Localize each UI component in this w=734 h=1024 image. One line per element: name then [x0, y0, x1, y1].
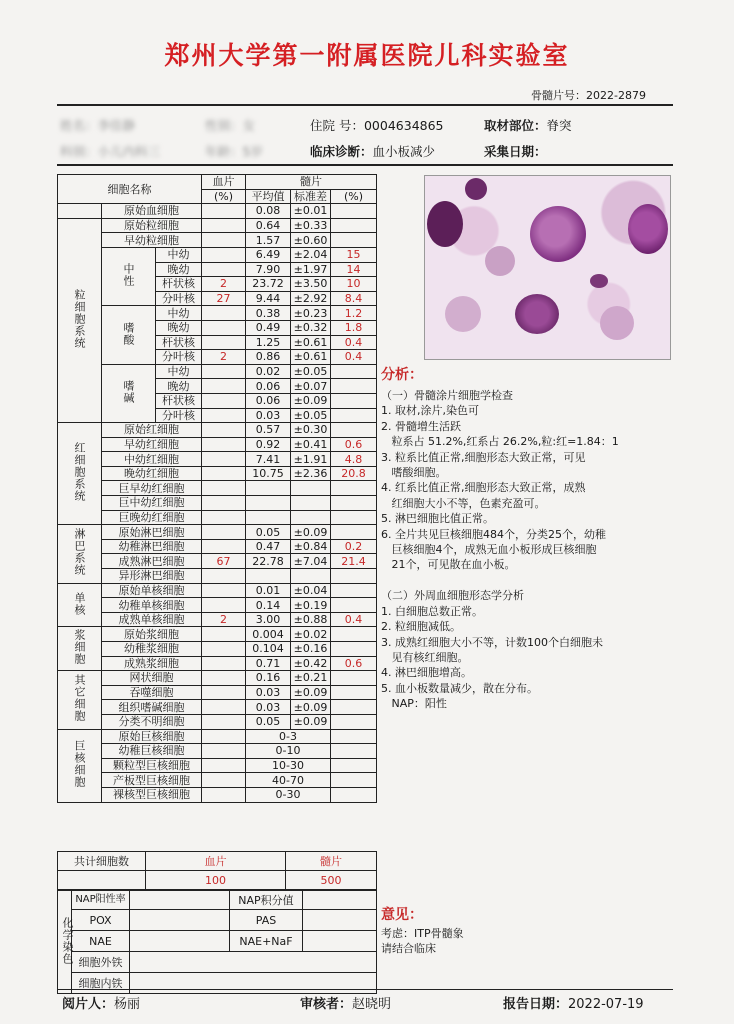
info-divider — [57, 164, 673, 166]
sd-value — [291, 510, 331, 525]
mean-value: 7.41 — [246, 452, 291, 467]
marrow-pct — [331, 233, 377, 248]
table-row — [58, 423, 377, 438]
marrow-pct — [331, 773, 377, 788]
cell-name: 裸核型巨核细胞 — [102, 787, 202, 802]
cell-name: 早幼红细胞 — [102, 437, 202, 452]
table-row — [58, 247, 377, 262]
table-row — [58, 642, 377, 657]
mean-value: 0.38 — [246, 306, 291, 321]
blood-pct — [202, 539, 246, 554]
marrow-pct: 0.4 — [331, 335, 377, 350]
blood-pct — [202, 642, 246, 657]
sd-value: ±2.92 — [291, 291, 331, 306]
col-sd: 标准差 — [291, 189, 331, 204]
mean-value: 0.004 — [246, 627, 291, 642]
table-row — [58, 204, 377, 219]
blood-pct — [202, 262, 246, 277]
cell-name: 组织嗜碱细胞 — [102, 700, 202, 715]
mean-value: 10.75 — [246, 466, 291, 481]
cell-name: 幼稚淋巴细胞 — [102, 539, 202, 554]
sd-value: ±1.91 — [291, 452, 331, 467]
total-marrow-count: 500 — [286, 871, 377, 890]
marrow-pct — [331, 218, 377, 233]
smear-cell — [628, 204, 668, 254]
mean-value — [246, 481, 291, 496]
marrow-pct: 1.2 — [331, 306, 377, 321]
sex-field: 性别：女 — [205, 118, 256, 133]
table-row — [58, 525, 377, 540]
mean-value: 23.72 — [246, 277, 291, 292]
sd-value: ±0.01 — [291, 204, 331, 219]
table-row — [58, 233, 377, 248]
marrow-pct: 21.4 — [331, 554, 377, 569]
sd-value — [291, 481, 331, 496]
col-marrow: 髓片 — [246, 175, 377, 190]
table-row — [58, 627, 377, 642]
subgroup-neutral: 中性 — [102, 247, 156, 305]
blood-pct — [202, 364, 246, 379]
mean-value: 0.05 — [246, 714, 291, 729]
sd-value: ±0.07 — [291, 379, 331, 394]
nae-naf-label: NAE+NaF — [230, 931, 303, 952]
group-mono: 单核 — [58, 583, 102, 627]
group-blank — [58, 204, 102, 219]
marrow-pct — [331, 787, 377, 802]
cell-name: 成熟浆细胞 — [102, 656, 202, 671]
marrow-pct — [331, 744, 377, 759]
sd-value: ±0.32 — [291, 320, 331, 335]
sd-value: ±0.84 — [291, 539, 331, 554]
sd-value: ±0.21 — [291, 671, 331, 686]
cell-name: 吞噬细胞 — [102, 685, 202, 700]
blood-pct: 2 — [202, 277, 246, 292]
group-other: 其它细胞 — [58, 671, 102, 729]
cell-name: 中幼 — [156, 364, 202, 379]
sd-value: ±0.16 — [291, 642, 331, 657]
cell-name: 幼稚浆细胞 — [102, 642, 202, 657]
blood-pct: 27 — [202, 291, 246, 306]
mean-value: 6.49 — [246, 247, 291, 262]
sd-value: ±0.61 — [291, 335, 331, 350]
mean-value: 0.71 — [246, 656, 291, 671]
sd-value: ±0.09 — [291, 714, 331, 729]
smear-cell — [465, 178, 487, 200]
marrow-pct — [331, 714, 377, 729]
bone-marrow-smear-image — [424, 175, 671, 360]
group-erythroid: 红细胞系统 — [58, 423, 102, 525]
mean-value: 0.06 — [246, 379, 291, 394]
marrow-pct — [331, 204, 377, 219]
mean-value: 0.06 — [246, 393, 291, 408]
report-date-field: 报告日期：2022-07-19 — [503, 997, 644, 1012]
marrow-pct — [331, 627, 377, 642]
normal-range: 0-30 — [246, 787, 331, 802]
nap-score-label: NAP积分值 — [230, 891, 303, 910]
reader-field: 阅片人：杨丽 — [62, 997, 141, 1012]
cell-name: 晚幼 — [156, 320, 202, 335]
sd-value: ±1.97 — [291, 262, 331, 277]
cell-name: 幼稚巨核细胞 — [102, 744, 202, 759]
normal-range: 0-10 — [246, 744, 331, 759]
table-row — [58, 364, 377, 379]
blood-pct — [202, 744, 246, 759]
mean-value: 0.02 — [246, 364, 291, 379]
col-blood-pct: (%) — [202, 189, 246, 204]
blood-pct — [202, 758, 246, 773]
table-row — [58, 496, 377, 511]
marrow-pct — [331, 525, 377, 540]
mean-value — [246, 510, 291, 525]
cell-name: 成熟单核细胞 — [102, 612, 202, 627]
blood-pct — [202, 685, 246, 700]
cell-name: 幼稚单核细胞 — [102, 598, 202, 613]
cell-name: 原始红细胞 — [102, 423, 202, 438]
table-row — [58, 452, 377, 467]
pas-label: PAS — [230, 910, 303, 931]
mean-value: 7.90 — [246, 262, 291, 277]
cell-name: 晚幼 — [156, 262, 202, 277]
age-field: 年龄：5岁 — [205, 144, 263, 159]
blood-pct — [202, 379, 246, 394]
marrow-pct: 14 — [331, 262, 377, 277]
normal-range: 40-70 — [246, 773, 331, 788]
blood-pct — [202, 423, 246, 438]
blood-pct — [202, 525, 246, 540]
mean-value: 0.14 — [246, 598, 291, 613]
sd-value: ±0.88 — [291, 612, 331, 627]
table-row — [58, 554, 377, 569]
nap-rate-label: NAP阳性率 — [72, 891, 130, 910]
cell-name: 杆状核 — [156, 393, 202, 408]
table-row — [58, 583, 377, 598]
blood-pct — [202, 247, 246, 262]
cell-name: 原始淋巴细胞 — [102, 525, 202, 540]
cell-name: 中幼红细胞 — [102, 452, 202, 467]
table-row — [58, 539, 377, 554]
totals-block — [57, 851, 376, 994]
sd-value: ±0.09 — [291, 393, 331, 408]
cell-name: 产板型巨核细胞 — [102, 773, 202, 788]
mean-value: 0.86 — [246, 350, 291, 365]
marrow-pct — [331, 700, 377, 715]
sd-value — [291, 569, 331, 584]
cell-name: 分类不明细胞 — [102, 714, 202, 729]
header-divider — [57, 104, 673, 106]
total-blood-count: 100 — [146, 871, 286, 890]
marrow-pct — [331, 729, 377, 744]
mean-value: 0.16 — [246, 671, 291, 686]
sd-value: ±0.60 — [291, 233, 331, 248]
sd-value: ±2.04 — [291, 247, 331, 262]
mean-value: 0.49 — [246, 320, 291, 335]
table-row — [58, 437, 377, 452]
marrow-pct — [331, 671, 377, 686]
table-row — [58, 758, 377, 773]
blood-pct — [202, 729, 246, 744]
blood-pct — [202, 714, 246, 729]
marrow-pct — [331, 510, 377, 525]
smear-cell — [600, 306, 634, 340]
iron-out-label: 细胞外铁 — [72, 952, 130, 973]
table-row — [58, 714, 377, 729]
bone-marrow-number: 骨髓片号：2022-2879 — [531, 89, 646, 102]
table-row — [58, 481, 377, 496]
blood-pct — [202, 306, 246, 321]
table-row — [58, 598, 377, 613]
table-row — [58, 612, 377, 627]
sd-value: ±0.23 — [291, 306, 331, 321]
blood-pct — [202, 583, 246, 598]
marrow-pct: 0.4 — [331, 350, 377, 365]
sd-value: ±2.36 — [291, 466, 331, 481]
marrow-pct — [331, 496, 377, 511]
blood-pct — [202, 671, 246, 686]
blood-pct — [202, 218, 246, 233]
table-row — [58, 729, 377, 744]
group-mega: 巨核细胞 — [58, 729, 102, 802]
mean-value: 0.03 — [246, 700, 291, 715]
cell-name: 巨早幼红细胞 — [102, 481, 202, 496]
blood-pct — [202, 233, 246, 248]
sd-value: ±0.02 — [291, 627, 331, 642]
dept-field: 科别：小儿内科三 — [60, 144, 161, 159]
blood-pct — [202, 320, 246, 335]
table-row — [58, 218, 377, 233]
table-row — [58, 569, 377, 584]
marrow-pct — [331, 569, 377, 584]
col-cell-name: 细胞名称 — [58, 175, 202, 204]
smear-cell — [427, 201, 463, 247]
table-row — [58, 700, 377, 715]
blood-pct — [202, 393, 246, 408]
collect-date-field: 采集日期： — [484, 144, 547, 159]
mean-value: 1.25 — [246, 335, 291, 350]
marrow-pct — [331, 642, 377, 657]
analysis-heading: 分析： — [381, 367, 423, 383]
mean-value — [246, 496, 291, 511]
marrow-pct — [331, 685, 377, 700]
mean-value: 3.00 — [246, 612, 291, 627]
cell-name: 杆状核 — [156, 277, 202, 292]
pox-label: POX — [72, 910, 130, 931]
marrow-pct — [331, 393, 377, 408]
blood-pct — [202, 437, 246, 452]
table-row — [58, 306, 377, 321]
marrow-pct: 0.4 — [331, 612, 377, 627]
sd-value: ±7.04 — [291, 554, 331, 569]
sd-value: ±0.61 — [291, 350, 331, 365]
smear-cell — [530, 206, 586, 262]
blood-pct — [202, 700, 246, 715]
col-mean: 平均值 — [246, 189, 291, 204]
blood-pct — [202, 787, 246, 802]
marrow-pct: 1.8 — [331, 320, 377, 335]
mean-value: 1.57 — [246, 233, 291, 248]
mean-value: 0.92 — [246, 437, 291, 452]
sd-value: ±0.09 — [291, 525, 331, 540]
opinion-heading: 意见： — [381, 907, 423, 923]
table-row — [58, 466, 377, 481]
reviewer-field: 审核者：赵晓明 — [300, 997, 392, 1012]
site-field: 取材部位：脊突 — [484, 118, 572, 133]
blood-pct — [202, 481, 246, 496]
sd-value: ±0.42 — [291, 656, 331, 671]
total-count-label: 共计细胞数 — [58, 852, 146, 871]
cell-name: 原始血细胞 — [102, 204, 202, 219]
marrow-pct — [331, 758, 377, 773]
cell-name: 巨晚幼红细胞 — [102, 510, 202, 525]
cell-name: 网状细胞 — [102, 671, 202, 686]
normal-range: 10-30 — [246, 758, 331, 773]
marrow-pct — [331, 583, 377, 598]
blood-pct — [202, 656, 246, 671]
marrow-pct: 4.8 — [331, 452, 377, 467]
cell-name: 晚幼 — [156, 379, 202, 394]
cell-name: 巨中幼红细胞 — [102, 496, 202, 511]
mean-value: 0.47 — [246, 539, 291, 554]
cell-name: 早幼粒细胞 — [102, 233, 202, 248]
cell-name: 晚幼红细胞 — [102, 466, 202, 481]
marrow-pct: 8.4 — [331, 291, 377, 306]
marrow-pct: 10 — [331, 277, 377, 292]
mean-value: 22.78 — [246, 554, 291, 569]
marrow-pct: 0.6 — [331, 656, 377, 671]
cell-name: 分叶核 — [156, 408, 202, 423]
cell-name: 异形淋巴细胞 — [102, 569, 202, 584]
blood-pct — [202, 510, 246, 525]
subgroup-eosin: 嗜酸 — [102, 306, 156, 364]
cell-name: 中幼 — [156, 247, 202, 262]
marrow-pct: 15 — [331, 247, 377, 262]
sd-value: ±0.04 — [291, 583, 331, 598]
marrow-pct: 20.8 — [331, 466, 377, 481]
normal-range: 0-3 — [246, 729, 331, 744]
group-lymph: 淋巴系统 — [58, 525, 102, 583]
diagnosis-field: 临床诊断：血小板减少 — [310, 144, 436, 159]
mean-value: 0.08 — [246, 204, 291, 219]
cell-name: 中幼 — [156, 306, 202, 321]
marrow-pct: 0.6 — [331, 437, 377, 452]
iron-in-label: 细胞内铁 — [72, 973, 130, 994]
mean-value: 0.57 — [246, 423, 291, 438]
smear-cell — [590, 274, 608, 288]
mean-value: 0.03 — [246, 685, 291, 700]
marrow-pct — [331, 423, 377, 438]
blood-pct — [202, 569, 246, 584]
subgroup-baso: 嗜碱 — [102, 364, 156, 422]
table-row — [58, 787, 377, 802]
blood-pct — [202, 598, 246, 613]
sd-value — [291, 496, 331, 511]
marrow-pct — [331, 481, 377, 496]
smear-cell — [485, 246, 515, 276]
marrow-pct: 0.2 — [331, 539, 377, 554]
cell-count-table — [57, 174, 377, 803]
sd-value: ±0.05 — [291, 408, 331, 423]
analysis-text: （一）骨髓涂片细胞学检查 1. 取材,涂片,染色可 2. 骨髓增生活跃 粒系占 51.2%,红系占 26.2%,粒:红=1.84：1 3. 粒系比值正常,细胞形态大致正常，可见 嗜酸细胞。 4. 红系比值正常,细胞形态大致正常，成熟 红细胞大小不等，色素充盈可。 5. 淋巴细胞比值正常。 6. 全片共见巨核细胞484个，分类25个，幼稚 巨核细胞4个，成熟无血小板形成巨核细胞 21个，可见散在血小板。 （二）外周血细胞形态学分析 1. 白细胞总数正常。 2. 粒细胞减低。 3. 成熟红细胞大小不等，计数100个白细胞未 见有核红细胞。 4. 淋巴细胞增高。 5. 血小板数量减少，散在分布。 NAP：阳性 — [381, 389, 619, 711]
table-row — [58, 656, 377, 671]
blood-pct — [202, 408, 246, 423]
cell-name: 分叶核 — [156, 291, 202, 306]
col-blood: 血片 — [202, 175, 246, 190]
cell-name: 杆状核 — [156, 335, 202, 350]
sd-value: ±0.33 — [291, 218, 331, 233]
cell-name: 原始浆细胞 — [102, 627, 202, 642]
cell-name: 原始单核细胞 — [102, 583, 202, 598]
blood-pct: 2 — [202, 612, 246, 627]
blood-pct: 67 — [202, 554, 246, 569]
blood-pct — [202, 466, 246, 481]
name-field: 姓名：李佳静 — [60, 118, 136, 133]
total-blood-label: 血片 — [146, 852, 286, 871]
mean-value: 0.05 — [246, 525, 291, 540]
table-row — [58, 744, 377, 759]
blood-pct — [202, 204, 246, 219]
inpatient-field: 住院 号：0004634865 — [310, 118, 444, 133]
cell-name: 原始巨核细胞 — [102, 729, 202, 744]
table-row — [58, 510, 377, 525]
sd-value: ±0.05 — [291, 364, 331, 379]
smear-cell — [445, 296, 481, 332]
sd-value: ±0.30 — [291, 423, 331, 438]
mean-value: 0.01 — [246, 583, 291, 598]
table-row — [58, 773, 377, 788]
marrow-pct — [331, 364, 377, 379]
sd-value: ±0.19 — [291, 598, 331, 613]
mean-value: 0.64 — [246, 218, 291, 233]
marrow-pct — [331, 408, 377, 423]
cell-name: 成熟淋巴细胞 — [102, 554, 202, 569]
blood-pct — [202, 335, 246, 350]
blood-pct — [202, 773, 246, 788]
blood-pct — [202, 627, 246, 642]
cell-name: 分叶核 — [156, 350, 202, 365]
col-marrow-pct: (%) — [331, 189, 377, 204]
mean-value: 9.44 — [246, 291, 291, 306]
blood-pct: 2 — [202, 350, 246, 365]
marrow-pct — [331, 598, 377, 613]
sd-value: ±0.09 — [291, 685, 331, 700]
table-row — [58, 685, 377, 700]
sd-value: ±0.09 — [291, 700, 331, 715]
group-plasma: 浆细胞 — [58, 627, 102, 671]
mean-value — [246, 569, 291, 584]
blood-pct — [202, 452, 246, 467]
chem-stain-group: 化学染色 — [58, 891, 72, 994]
footer-divider — [57, 989, 673, 990]
cell-name: 原始粒细胞 — [102, 218, 202, 233]
opinion-text: 考虑：ITP骨髓象 请结合临床 — [381, 927, 464, 956]
sd-value: ±0.41 — [291, 437, 331, 452]
sd-value: ±3.50 — [291, 277, 331, 292]
blood-pct — [202, 496, 246, 511]
cell-name: 颗粒型巨核细胞 — [102, 758, 202, 773]
smear-cell — [515, 294, 559, 334]
group-granulocyte: 粒细胞系统 — [58, 218, 102, 422]
marrow-pct — [331, 379, 377, 394]
mean-value: 0.104 — [246, 642, 291, 657]
report-title: 郑州大学第一附属医院儿科实验室 — [164, 41, 570, 70]
nae-label: NAE — [72, 931, 130, 952]
mean-value: 0.03 — [246, 408, 291, 423]
total-marrow-label: 髓片 — [286, 852, 377, 871]
table-row — [58, 671, 377, 686]
